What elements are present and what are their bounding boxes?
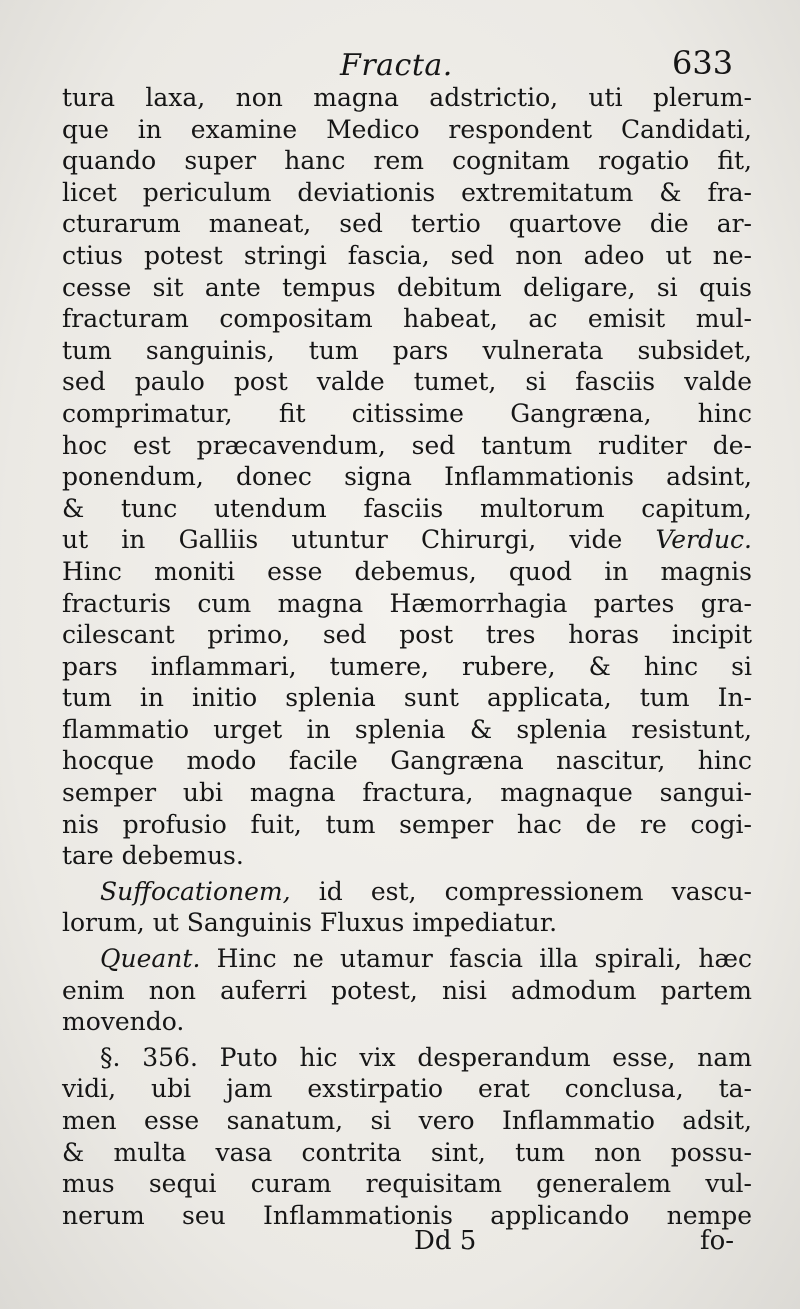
line-text: ut in Galliis utuntur Chirurgi, vide	[62, 525, 656, 555]
page-number: 633	[672, 44, 734, 82]
body-text	[62, 82, 752, 1231]
line-text: cilescant primo, sed post tres horas incipit	[62, 620, 752, 650]
text-line	[62, 1073, 752, 1105]
line-text: fracturis cum magna Hæmorrhagia partes gra-	[62, 588, 752, 618]
line-text: cesse sit ante tempus debitum deligare, si quis	[62, 272, 752, 302]
text-line	[62, 556, 752, 588]
line-text: tare debemus.	[62, 841, 244, 871]
text-line	[62, 1006, 752, 1038]
text-line	[62, 461, 752, 493]
line-text: que in examine Medico respondent Candidati,	[62, 114, 752, 144]
line-text: hocque modo facile Gangræna nascitur, hinc	[62, 746, 752, 776]
line-text: men esse sanatum, si vero Inflammatio adsit,	[62, 1106, 752, 1135]
text-line	[62, 366, 752, 398]
line-text: quando super hanc rem cognitam rogatio fit,	[62, 146, 752, 176]
page-footer	[0, 1226, 800, 1266]
text-line	[62, 240, 752, 272]
text-line	[62, 177, 752, 209]
paragraph	[62, 1042, 752, 1232]
line-text: nis profusio fuit, tum semper hac de re cogi-	[62, 809, 752, 839]
text-line	[62, 876, 752, 908]
line-text: §. 356. Puto hic vix desperandum esse, nam	[100, 1042, 752, 1072]
line-text: enim non auferri potest, nisi admodum partem	[62, 975, 752, 1005]
text-line	[62, 1042, 752, 1074]
text-line	[62, 335, 752, 367]
italic-text: Queant.	[100, 944, 201, 974]
line-text: flammatio urget in splenia & splenia resistunt,	[62, 714, 752, 744]
line-text: tum in initio splenia sunt applicata, tum In-	[62, 683, 752, 713]
line-text: id est, compressionem vascu-	[290, 876, 752, 906]
line-text: sed paulo post valde tumet, si fasciis valde	[62, 367, 752, 397]
text-line	[62, 975, 752, 1007]
italic-text: Verduc.	[655, 525, 752, 555]
line-text: Hinc moniti esse debemus, quod in magnis	[62, 556, 752, 586]
line-text: cturarum maneat, sed tertio quartove die ar-	[62, 209, 752, 239]
line-text: fracturam compositam habeat, ac emisit mul-	[62, 304, 752, 334]
line-text: ctius potest stringi fascia, sed non adeo ut ne-	[62, 240, 752, 270]
paragraph	[62, 876, 752, 939]
line-text: ponendum, donec signa Inflammationis adsint,	[62, 462, 752, 492]
text-line	[62, 745, 752, 777]
line-text: vidi, ubi jam exstirpatio erat conclusa, ta-	[62, 1074, 752, 1104]
paragraph	[62, 82, 752, 872]
text-line	[62, 145, 752, 177]
text-line	[62, 524, 752, 556]
line-text: & multa vasa contrita sint, tum non possu-	[62, 1137, 752, 1167]
text-line	[62, 1137, 752, 1169]
line-text: & tunc utendum fasciis multorum capitum,	[62, 493, 752, 523]
line-text: licet periculum deviationis extremitatum & fra-	[62, 177, 752, 207]
line-text: tum sanguinis, tum pars vulnerata subsidet,	[62, 335, 752, 365]
text-line	[62, 714, 752, 746]
paragraph	[62, 943, 752, 1038]
line-text: tura laxa, non magna adstrictio, uti plerum-	[62, 83, 752, 112]
text-line	[62, 619, 752, 651]
text-line	[62, 588, 752, 620]
text-line	[62, 493, 752, 525]
italic-text: Suffocationem,	[100, 876, 291, 906]
text-line	[62, 398, 752, 430]
line-text: mus sequi curam requisitam generalem vul-	[62, 1169, 752, 1199]
text-line	[62, 430, 752, 462]
line-text: lorum, ut Sanguinis Fluxus impediatur.	[62, 908, 558, 938]
line-text: nerum seu Inflammationis applicando nempe	[62, 1200, 752, 1230]
line-text: comprimatur, fit citissime Gangræna, hinc	[62, 398, 752, 428]
line-text: semper ubi magna fractura, magnaque sangui-	[62, 778, 752, 808]
catchword: fo-	[700, 1226, 735, 1256]
line-text: movendo.	[62, 1007, 185, 1037]
text-line	[62, 777, 752, 809]
text-line	[62, 82, 752, 114]
text-line	[62, 682, 752, 714]
text-line	[62, 1168, 752, 1200]
text-line	[62, 303, 752, 335]
text-line	[62, 943, 752, 975]
line-text: hoc est præcavendum, sed tantum ruditer de-	[62, 430, 752, 460]
text-line	[62, 809, 752, 841]
line-text: Hinc ne utamur fascia illa spirali, hæc	[200, 944, 752, 974]
text-line	[62, 1105, 752, 1137]
running-title: Fracta.	[340, 48, 453, 83]
text-line	[62, 208, 752, 240]
text-line	[62, 840, 752, 872]
text-line	[62, 114, 752, 146]
line-text: pars inflammari, tumere, rubere, & hinc si	[62, 651, 752, 681]
signature-mark: Dd 5	[414, 1226, 477, 1256]
text-line	[62, 272, 752, 304]
text-line	[62, 651, 752, 683]
text-line	[62, 907, 752, 939]
